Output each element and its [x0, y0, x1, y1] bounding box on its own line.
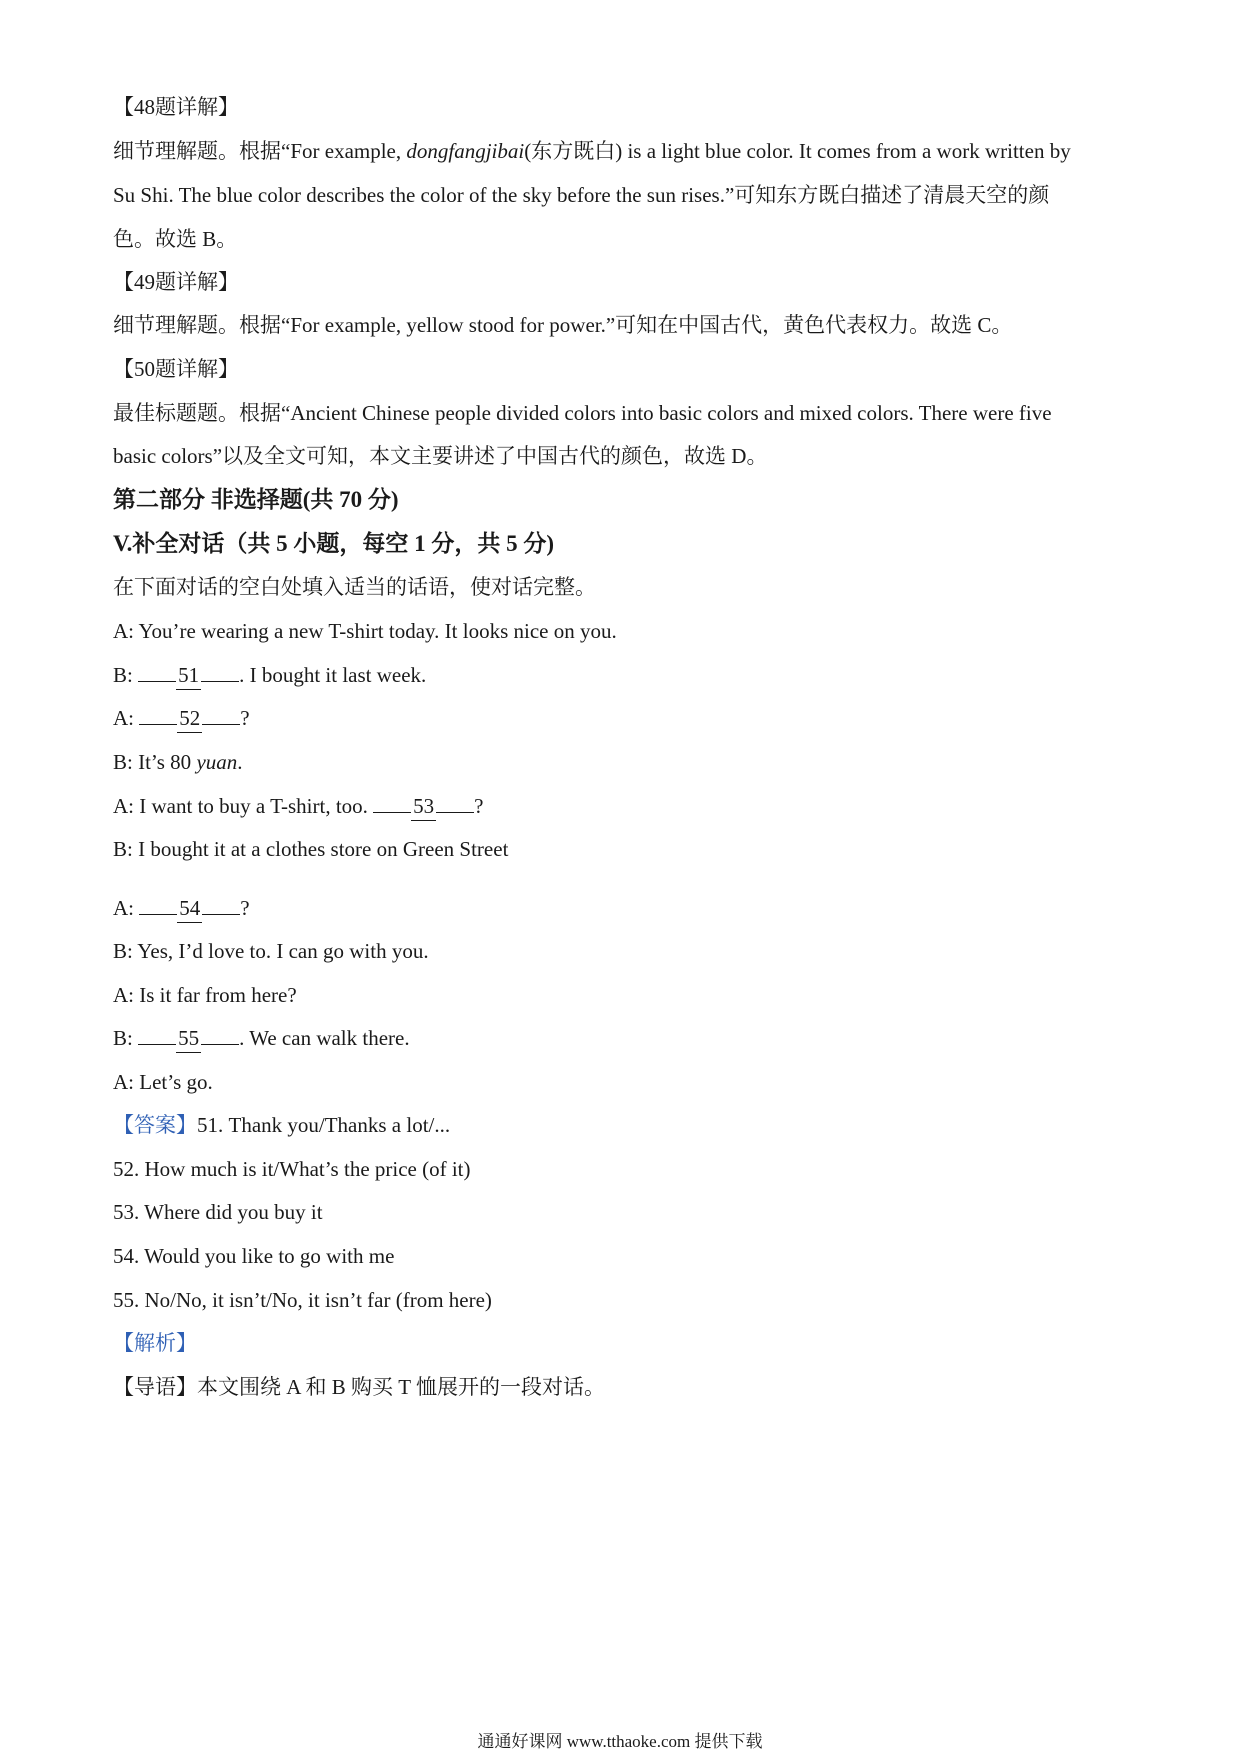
blank-underline: [436, 794, 474, 813]
dialogue-line-9: A: Is it far from here?: [113, 983, 297, 1007]
blank-underline: [201, 1026, 239, 1045]
blank-number: 53: [411, 792, 436, 821]
blank-number: 54: [177, 894, 202, 923]
blank-underline: [138, 1026, 176, 1045]
analysis-label: 【解析】: [113, 1331, 197, 1355]
instruction-text: 在下面对话的空白处填入适当的话语，使对话完整。: [113, 575, 596, 599]
answer-54: 54. Would you like to go with me: [113, 1244, 395, 1268]
answer-55: 55. No/No, it isn’t/No, it isn’t far (from here): [113, 1288, 492, 1312]
dialogue-line-10-rest: . We can walk there.: [239, 1026, 410, 1050]
dialogue-line-6: B: I bought it at a clothes store on Green Street: [113, 837, 509, 861]
dialogue-speaker-b: B:: [113, 663, 139, 687]
blank-52: [139, 704, 240, 733]
dialogue-line-5-prefix: A: I want to buy a T-shirt, too.: [113, 794, 374, 818]
blank-underline: [202, 896, 240, 915]
blank-53: [373, 792, 474, 821]
section5-heading: V.补全对话（共 5 小题，每空 1 分，共 5 分): [113, 531, 555, 556]
answer-label: 【答案】: [113, 1113, 197, 1137]
part2-heading: 第二部分 非选择题(共 70 分): [113, 487, 399, 512]
answer-53: 53. Where did you buy it: [113, 1200, 323, 1224]
q48-explanation-line-3: 色。故选 B。: [113, 227, 238, 251]
answer-52: 52. How much is it/What’s the price (of it): [113, 1157, 471, 1181]
blank-number: 52: [177, 704, 202, 733]
dialogue-line-3: [113, 704, 1123, 733]
q48-explanation-line-2: Su Shi. The blue color describes the color of the sky before the sun rises.”可知东方既白描述了清晨天空的颜: [113, 183, 1050, 207]
blank-number: 51: [176, 661, 201, 690]
q48-line1-part-a: 细节理解题。根据“For example,: [113, 139, 407, 163]
blank-number: 55: [176, 1024, 201, 1053]
dialogue-line-5-rest: ?: [474, 794, 484, 818]
q50-heading: 【50题详解】: [113, 357, 239, 381]
dialogue-line-5: [113, 792, 1123, 821]
blank-51: [138, 661, 239, 690]
guide-text: 【导语】本文围绕 A 和 B 购买 T 恤展开的一段对话。: [113, 1375, 605, 1399]
q48-line1-part-b: (东方既白) is a light blue color. It comes from a work written by: [524, 139, 1071, 163]
dialogue-line-11: A: Let’s go.: [113, 1070, 213, 1094]
dialogue-line-10: [113, 1024, 1123, 1053]
answer-line-51: [113, 1111, 1123, 1139]
page-footer: 通通好课网 www.tthaoke.com 提供下载: [477, 1732, 763, 1751]
answer-51: 51. Thank you/Thanks a lot/...: [197, 1113, 451, 1137]
q49-explanation-line-1: 细节理解题。根据“For example, yellow stood for power.”可知在中国古代，黄色代表权力。故选 C。: [113, 313, 1013, 337]
dialogue-line-3-rest: ?: [240, 706, 250, 730]
q48-heading: 【48题详解】: [113, 95, 239, 119]
dialogue-speaker-b: B:: [113, 1026, 139, 1050]
dialogue-line-4-part-b: .: [237, 750, 243, 774]
dialogue-line-4: [113, 748, 1123, 776]
dialogue-speaker-a: A:: [113, 706, 140, 730]
q50-explanation-line-1: 最佳标题题。根据“Ancient Chinese people divided colors into basic colors and mixed colors. There were five: [113, 401, 1052, 425]
q48-explanation-line-1: [113, 137, 1123, 165]
q48-line1-italic: dongfangjibai: [406, 139, 525, 163]
blank-54: [139, 894, 240, 923]
q50-explanation-line-2: basic colors”以及全文可知，本文主要讲述了中国古代的颜色，故选 D。: [113, 444, 768, 468]
blank-55: [138, 1024, 239, 1053]
dialogue-line-2-rest: . I bought it last week.: [239, 663, 427, 687]
dialogue-speaker-a: A:: [113, 896, 140, 920]
dialogue-line-8: B: Yes, I’d love to. I can go with you.: [113, 939, 429, 963]
dialogue-line-4-italic: yuan: [196, 750, 238, 774]
dialogue-line-1: A: You’re wearing a new T-shirt today. It looks nice on you.: [113, 619, 617, 643]
blank-underline: [139, 896, 177, 915]
blank-underline: [373, 794, 411, 813]
dialogue-line-2: [113, 661, 1123, 690]
blank-underline: [138, 663, 176, 682]
q49-heading: 【49题详解】: [113, 270, 239, 294]
blank-underline: [139, 706, 177, 725]
dialogue-line-7: [113, 894, 1123, 923]
blank-underline: [202, 706, 240, 725]
dialogue-line-4-part-a: B: It’s 80: [113, 750, 197, 774]
dialogue-line-7-rest: ?: [240, 896, 250, 920]
blank-underline: [201, 663, 239, 682]
